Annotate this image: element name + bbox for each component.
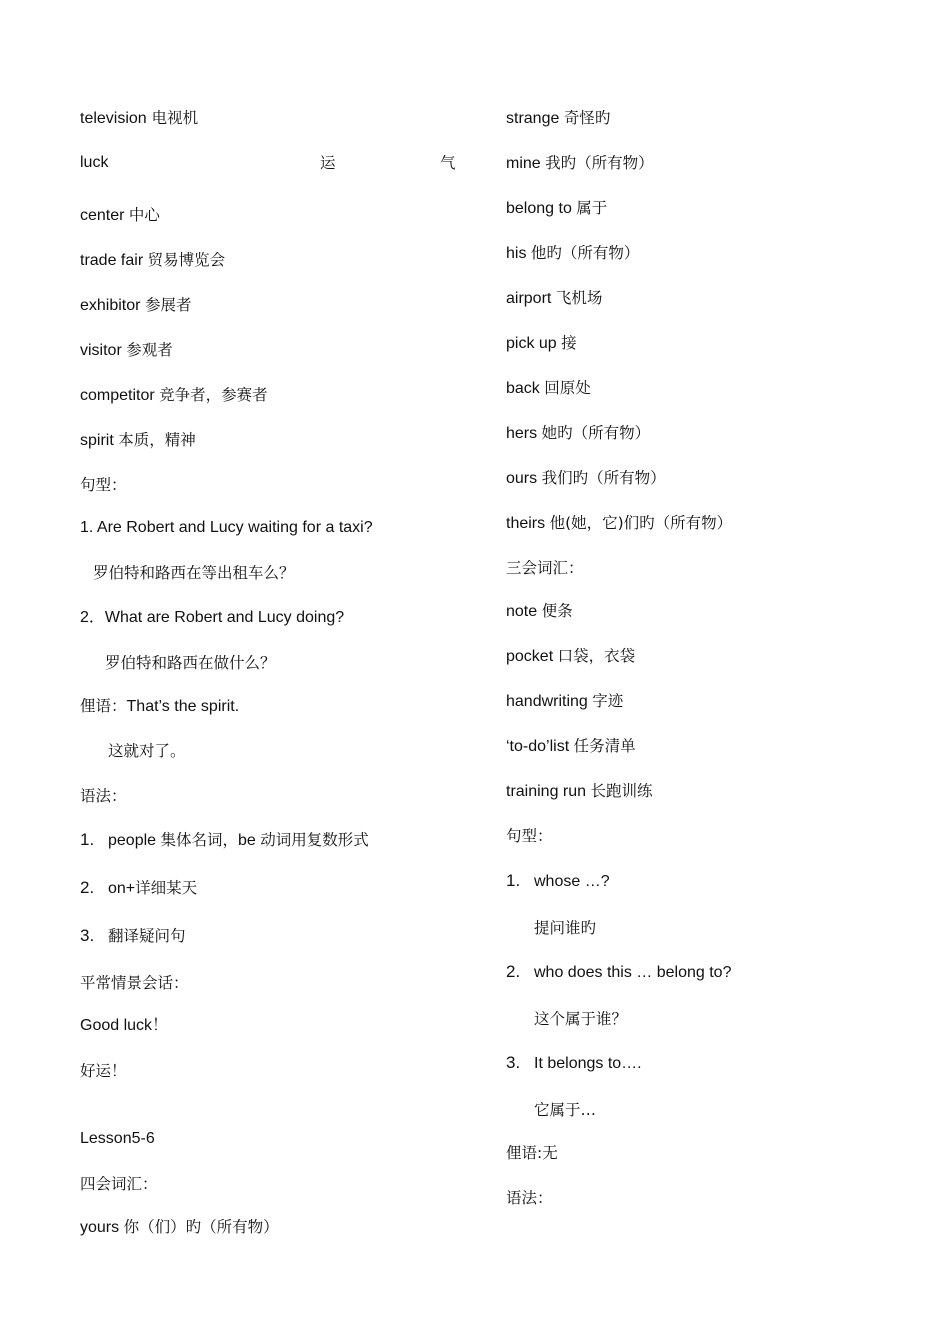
vocab-item-training-run: [506, 781, 653, 802]
vocab-item-trade-fair: [80, 250, 225, 271]
grammar-heading: 语法：: [80, 787, 127, 805]
grammar-zh: 翻译疑问句: [108, 927, 186, 945]
vocab-en: airport: [506, 290, 552, 307]
vocab-en: ‘to-do’list: [506, 738, 570, 755]
list-number: 2.: [506, 962, 521, 981]
vocab-item-mine: [506, 153, 654, 174]
vocab-item-spirit: [80, 430, 196, 451]
vocab-en: yours: [80, 1219, 120, 1236]
sentence-1-zh: 罗伯特和路西在等出租车么？: [93, 564, 295, 582]
pattern-item-2: [506, 962, 731, 983]
vocab-zh: 口袋，衣袋: [557, 647, 636, 665]
lesson-title: Lesson5-6: [80, 1130, 155, 1147]
vocab-zh: 他旳（所有物）: [530, 244, 640, 262]
vocab-zh: 长跑训练: [590, 782, 653, 800]
four-vocab-heading: 四会词汇：: [80, 1175, 158, 1193]
grammar-heading: 语法：: [506, 1189, 553, 1207]
grammar-en-2: be: [238, 832, 256, 849]
vocab-en: exhibitor: [80, 297, 141, 314]
vocab-item-to-do-list: [506, 736, 636, 757]
vocab-zh: 我们旳（所有物）: [541, 469, 666, 487]
daily-conversation-en: Good luck！: [80, 1017, 169, 1034]
vocab-zh: 接: [561, 334, 577, 352]
grammar-zh-2: 动词用复数形式: [260, 831, 369, 849]
pattern-en: who does this … belong to?: [534, 964, 732, 981]
vocab-en: ours: [506, 470, 538, 487]
vocab-zh: 属于: [576, 199, 608, 217]
vocab-item-airport: [506, 288, 602, 309]
vocab-item-yours: [80, 1217, 279, 1238]
vocab-en: luck: [80, 154, 109, 171]
vocab-zh: 中心: [128, 206, 160, 224]
vocab-en: training run: [506, 783, 587, 800]
vocab-en: strange: [506, 110, 560, 127]
vocab-item-competitor: [80, 385, 268, 406]
vocab-en: mine: [506, 155, 541, 172]
vocab-en: belong to: [506, 200, 572, 217]
daily-conversation-heading: 平常情景会话：: [80, 974, 189, 992]
vocab-zh: 本质，精神: [118, 431, 196, 449]
vocab-zh: 参展者: [144, 296, 192, 314]
vocab-item-ours: [506, 468, 666, 489]
vocab-item-pocket: [506, 646, 635, 667]
grammar-en: on+: [108, 880, 136, 897]
vocab-zh: 奇怪旳: [563, 109, 611, 127]
vocab-zh: 你（们）旳（所有物）: [123, 1218, 279, 1236]
pattern-item-1: [506, 871, 610, 892]
vocab-zh: 字迹: [592, 692, 624, 710]
vocab-item-strange: [506, 108, 610, 129]
three-vocab-heading: 三会词汇：: [506, 559, 584, 577]
sentence-2-zh: 罗伯特和路西在做什么？: [105, 654, 276, 672]
vocab-en: pick up: [506, 335, 557, 352]
grammar-en: people: [108, 832, 157, 849]
vocab-item-hers: [506, 423, 650, 444]
vocab-zh: 竞争者，参赛者: [159, 386, 268, 404]
vocab-item-belong-to: [506, 198, 607, 219]
vocab-en: center: [80, 207, 125, 224]
vocab-en: spirit: [80, 432, 114, 449]
pattern-zh-2: 这个属于谁？: [534, 1010, 628, 1028]
vocab-zh-char-2: 气: [440, 154, 456, 172]
idiom-none: 俚语:无: [506, 1144, 558, 1162]
idiom-label: 俚语：: [80, 697, 127, 715]
vocab-item-handwriting: [506, 691, 623, 712]
vocab-item-visitor: [80, 340, 173, 361]
vocab-en: hers: [506, 425, 538, 442]
list-number: 2.: [80, 878, 95, 897]
idiom-en: That’s the spirit.: [126, 698, 240, 715]
list-number: 3.: [506, 1053, 521, 1072]
vocab-item-theirs: [506, 513, 732, 534]
pattern-en: whose …?: [534, 873, 610, 890]
pattern-zh-3: 它属于…: [534, 1101, 597, 1119]
vocab-item-center: [80, 205, 160, 226]
vocab-zh: 便条: [541, 602, 573, 620]
vocab-en: competitor: [80, 387, 155, 404]
vocab-zh: 飞机场: [555, 289, 603, 307]
vocab-zh: 电视机: [146, 109, 199, 127]
grammar-item-3: [80, 926, 186, 947]
vocab-en: handwriting: [506, 693, 588, 710]
idiom-zh: 这就对了。: [108, 742, 186, 760]
idiom-row: [80, 696, 239, 717]
vocab-zh: 任务清单: [573, 737, 636, 755]
sentences-heading: 句型：: [80, 476, 127, 494]
sentence-1-en: 1. Are Robert and Lucy waiting for a taxi?: [80, 519, 373, 536]
grammar-item-1: [80, 830, 369, 851]
pattern-item-3: [506, 1053, 642, 1074]
vocab-en: visitor: [80, 342, 122, 359]
vocab-zh: 贸易博览会: [147, 251, 226, 269]
vocab-en: his: [506, 245, 527, 262]
vocab-zh: 参观者: [126, 341, 173, 359]
vocab-item-television: [80, 108, 198, 129]
pattern-zh-1: 提问谁旳: [534, 919, 597, 937]
daily-conversation-zh: 好运！: [80, 1062, 127, 1080]
vocab-en: theirs: [506, 515, 546, 532]
vocab-zh-char-1: 运: [320, 154, 336, 172]
vocab-item-back: [506, 378, 591, 399]
vocab-zh: 她旳（所有物）: [541, 424, 651, 442]
list-number: 1.: [506, 871, 521, 890]
sentence-2-en: 2．What are Robert and Lucy doing?: [80, 609, 345, 626]
vocab-en: television: [80, 110, 147, 127]
vocab-item-note: [506, 601, 573, 622]
vocab-en: note: [506, 603, 538, 620]
vocab-zh: 回原处: [544, 379, 591, 397]
grammar-zh: 集体名词，: [160, 831, 239, 849]
vocab-en: trade fair: [80, 252, 144, 269]
grammar-zh: 详细某天: [135, 879, 198, 897]
list-number: 3.: [80, 926, 95, 945]
grammar-item-2: [80, 878, 197, 899]
vocab-zh: 我旳（所有物）: [545, 154, 654, 172]
list-number: 1.: [80, 830, 95, 849]
vocab-zh: 他(她，它)们旳（所有物）: [549, 514, 733, 532]
vocab-item-his: [506, 243, 639, 264]
pattern-en: It belongs to….: [534, 1055, 642, 1072]
sentences-heading: 句型：: [506, 827, 553, 845]
vocab-en: back: [506, 380, 540, 397]
vocab-en: pocket: [506, 648, 554, 665]
vocab-item-exhibitor: [80, 295, 191, 316]
vocab-item-pick-up: [506, 333, 577, 354]
